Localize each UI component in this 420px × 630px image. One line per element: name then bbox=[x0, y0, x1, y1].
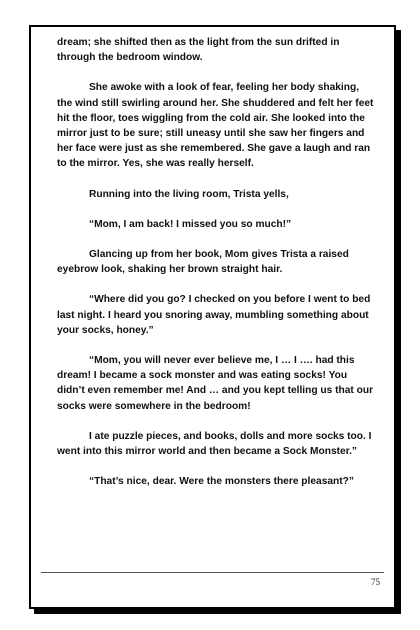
paragraph: Glancing up from her book, Mom gives Trista a raised eyebrow look, shaking her brown straight hair. bbox=[57, 249, 349, 276]
paragraph: “Where did you go? I checked on you before I went to bed last night. I heard you snoring away, mumbling something about your socks, honey.” bbox=[57, 294, 371, 336]
book-page bbox=[29, 25, 396, 609]
paragraph: “That’s nice, dear. Were the monsters there pleasant?” bbox=[89, 476, 354, 488]
paragraph: Running into the living room, Trista yells, bbox=[89, 188, 289, 200]
paragraph: “Mom, you will never ever believe me, I … I …. had this dream! I became a sock monster and was eating socks! You didn’t even remember me! And … and you kept telling us that our socks were somewhere in the bedroom! bbox=[57, 355, 374, 412]
paragraph: dream; she shifted then as the light from the sun drifted in through the bedroom window. bbox=[57, 37, 340, 64]
page-number: 75 bbox=[371, 577, 380, 587]
footer-divider bbox=[41, 572, 384, 573]
page-text bbox=[57, 35, 375, 504]
paragraph: I ate puzzle pieces, and books, dolls and more socks too. I went into this mirror world and then became a Sock Monster.” bbox=[57, 430, 372, 458]
paragraph: She awoke with a look of fear, feeling her body shaking, the wind still swirling around her. She shuddered and felt her feet hit the floor, toes wiggling from the cold air. She looked into the mirror just to be sure; still uneasy until she saw her fingers and her face were just as she remembered. She gave a laugh and ran to the mirror. Yes, she was really herself. bbox=[57, 82, 374, 170]
paragraph: “Mom, I am back! I missed you so much!” bbox=[89, 218, 292, 230]
